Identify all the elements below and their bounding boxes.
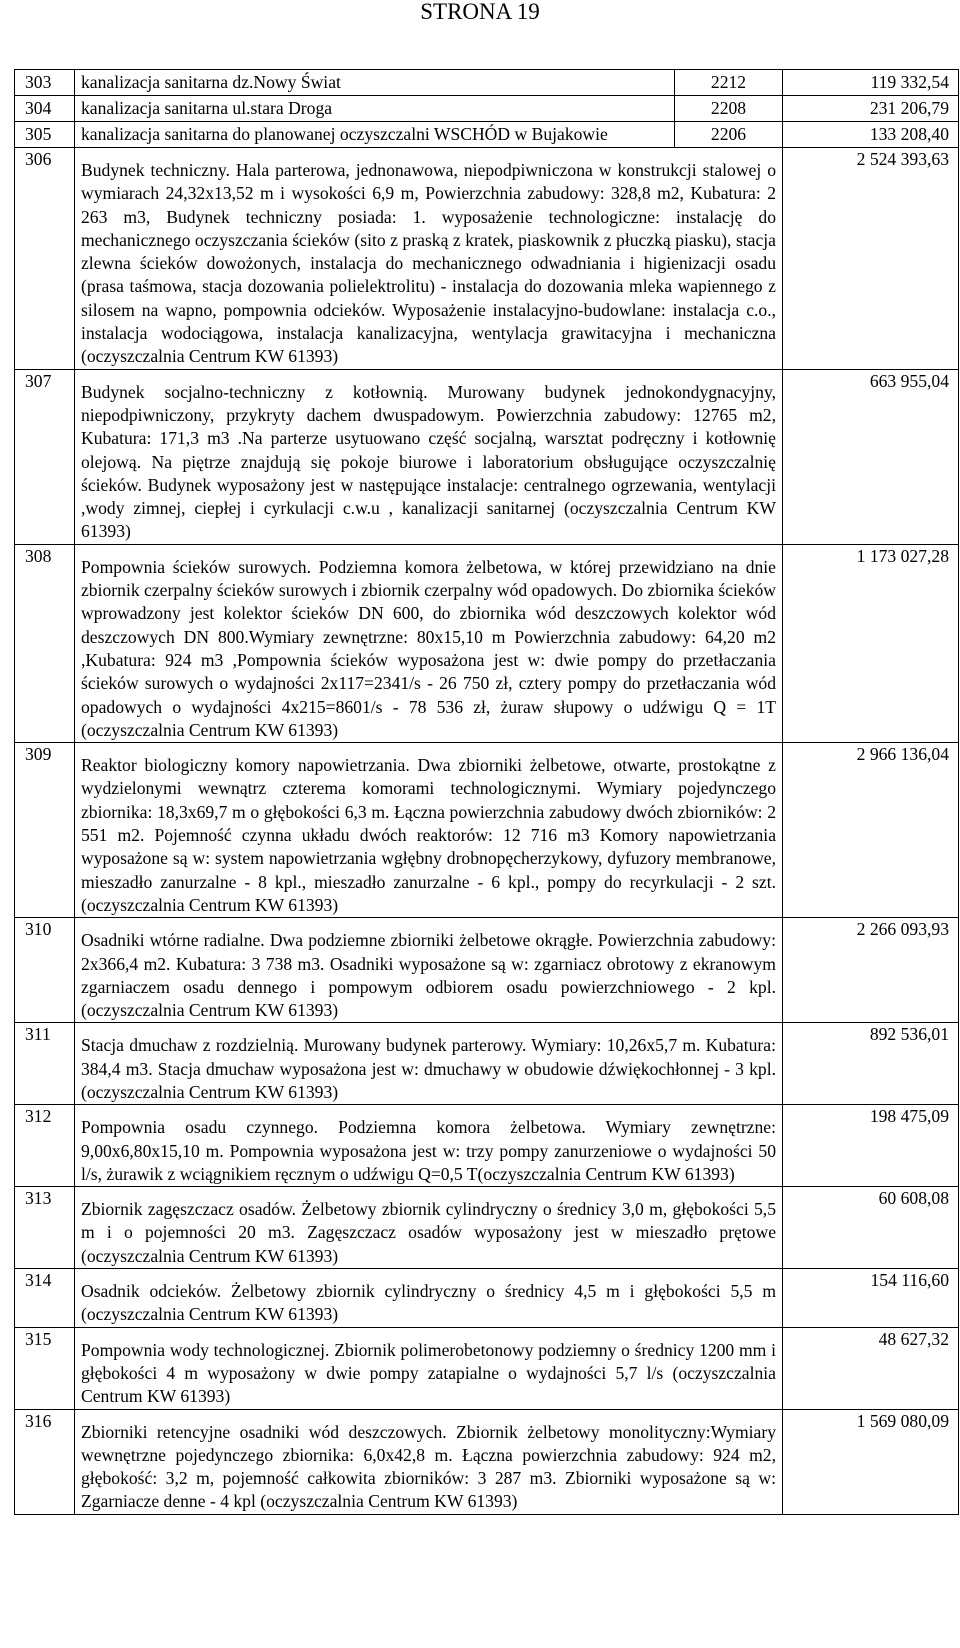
table-row [15, 1105, 959, 1187]
row-code: 2206 [675, 122, 783, 148]
row-value: 154 116,60 [783, 1269, 959, 1328]
row-description: Pompownia osadu czynnego. Podziemna komora żelbetowa. Wymiary zewnętrzne: 9,00x6,80x15,10 m. Pompownia wyposażona jest w: trzy pompy zanurzeniowe o wydajności 50 l/s, żurawik z wciągnikiem ręcznym o udźwigu Q=0,5 T(oczyszczalnia Centrum KW 61393) [81, 1117, 776, 1184]
row-code: 2212 [675, 70, 783, 96]
row-number: 314 [15, 1269, 75, 1328]
table-row [15, 70, 959, 96]
row-description: Budynek techniczny. Hala parterowa, jednonawowa, niepodpiwniczona w konstrukcji stalowej o wymiarach 24,32x13,52 m i wysokości 6,9 m, Powierzchnia zabudowy: 328,8 m2, Kubatura: 2 263 m3, Budynek techniczny posiada: 1. wyposażenie technologiczne: instalację do mechanicznego oczyszczania ścieków (sito z praską z kratek, piaskownik z płuczką piasku), stacja zlewna ścieków dowożonych, instalacja do mechanicznego odwadniania i higienizacji osadu (prasa taśmowa, stacja dozowania polielektrolitu) - instalacja do dozowania mleka wapiennego z silosem na wapno, pompownia odcieków. Wyposażenie instalacyjno-budowlane: instalacja c.o., instalacja wodociągowa, instalacja kanalizacyjna, wentylacja grawitacyjna i mechaniczna (oczyszczalnia Centrum KW 61393) [81, 160, 776, 367]
table-row [15, 1327, 959, 1409]
table-row [15, 1023, 959, 1105]
row-description: Pompownia wody technologicznej. Zbiornik polimerobetonowy podziemny o średnicy 1200 mm i głębokości 4 m wyposażony w dwie pompy zatapialne o wydajności 5,7 l/s (oczyszczalnia Centrum KW 61393) [81, 1339, 776, 1407]
table-row [15, 122, 959, 148]
row-number: 303 [15, 70, 75, 96]
row-number: 308 [15, 544, 75, 742]
row-number: 316 [15, 1409, 75, 1514]
row-number: 313 [15, 1187, 75, 1269]
row-number: 315 [15, 1327, 75, 1409]
row-description: Stacja dmuchaw z rozdzielnią. Murowany budynek parterowy. Wymiary: 10,26x5,7 m. Kubatura: 384,4 m3. Stacja dmuchaw wyposażona jest w: dmuchawy w obudowie dźwiękochłonnej - 3 kpl.(oczyszczalnia Centrum KW 61393) [81, 1035, 776, 1102]
table-row [15, 369, 959, 544]
row-number: 312 [15, 1105, 75, 1187]
row-number: 304 [15, 96, 75, 122]
row-number: 305 [15, 122, 75, 148]
table-row [15, 544, 959, 742]
row-value: 2 524 393,63 [783, 148, 959, 370]
row-value: 198 475,09 [783, 1105, 959, 1187]
row-value: 1 569 080,09 [783, 1409, 959, 1514]
row-description: Reaktor biologiczny komory napowietrzania. Dwa zbiorniki żelbetowe, otwarte, prostokątne z wydzielonymi wewnątrz czterema komorami technologicznymi. Wymiary pojedynczego zbiornika: 18,3x69,7 m o głębokości 6,3 m. Łączna powierzchnia zabudowy dwóch zbiorników: 2 551 m2. Pojemność czynna układu dwóch reaktorów: 12 716 m3 Komory napowietrzania wyposażone są w: system napowietrzania wgłębny drobnopęcherzykowy, dyfuzory membranowe, mieszadło zanurzalne - 8 kpl., mieszadło zanurzalne - 6 kpl., pompy do recyrkulacji - 2 szt. (oczyszczalnia Centrum KW 61393) [81, 755, 776, 915]
row-description: Zbiorniki retencyjne osadniki wód deszczowych. Zbiornik żelbetowy monolityczny:Wymiary wewnętrzne pojedynczego zbiornika: 6,0x42,8 m. Łączna powierzchnia zabudowy: 924 m2, głębokość: 3,2 m, pojemność całkowita zbiorników: 3 287 m3. Zbiorniki wyposażone są w: Zgarniacze denne - 4 kpl (oczyszczalnia Centrum KW 61393) [81, 1421, 776, 1512]
row-value: 892 536,01 [783, 1023, 959, 1105]
row-value: 60 608,08 [783, 1187, 959, 1269]
row-number: 306 [15, 148, 75, 370]
row-description: Budynek socjalno-techniczny z kotłownią. Murowany budynek jednokondygnacyjny, niepodpiwniczony, przykryty dachem dwuspadowym. Powierzchnia zabudowy: 12765 m2, Kubatura: 171,3 m3 .Na parterze usytuowano część socjalną, warsztat podręczny i kotłownię olejową. Na piętrze znajdują się pokoje biurowe i laboratorium obsługujące oczyszczalnię ścieków. Budynek wyposażony jest w następujące instalacje: centralnego ogrzewania, wentylacji ,wody zimnej, ciepłej i cyrkulacji c.w.u , kanalizacji sanitarnej (oczyszczalnia Centrum KW 61393) [81, 381, 776, 542]
table-row [15, 1187, 959, 1269]
row-value: 663 955,04 [783, 369, 959, 544]
row-value: 48 627,32 [783, 1327, 959, 1409]
row-value: 2 966 136,04 [783, 743, 959, 918]
row-value: 133 208,40 [783, 122, 959, 148]
row-name: kanalizacja sanitarna do planowanej oczyszczalni WSCHÓD w Bujakowie [75, 122, 675, 148]
row-name: kanalizacja sanitarna ul.stara Droga [75, 96, 675, 122]
row-name: kanalizacja sanitarna dz.Nowy Świat [75, 70, 675, 96]
row-value: 119 332,54 [783, 70, 959, 96]
table-row [15, 96, 959, 122]
table-row [15, 743, 959, 918]
row-number: 311 [15, 1023, 75, 1105]
table-row [15, 918, 959, 1023]
row-value: 231 206,79 [783, 96, 959, 122]
row-code: 2208 [675, 96, 783, 122]
row-description: Osadniki wtórne radialne. Dwa podziemne zbiorniki żelbetowe okrągłe. Powierzchnia zabudowy: 2x366,4 m2. Kubatura: 3 738 m3. Osadniki wyposażone są w: zgarniacz obrotowy z ekranowym zgarniaczem osadu dennego i pompowym odbiorem osadu powierzchniowego - 2 kpl. (oczyszczalnia Centrum KW 61393) [81, 930, 776, 1021]
row-number: 310 [15, 918, 75, 1023]
row-value: 1 173 027,28 [783, 544, 959, 742]
row-number: 309 [15, 743, 75, 918]
row-description: Osadnik odcieków. Żelbetowy zbiornik cylindryczny o średnicy 4,5 m i głębokości 5,5 m (oczyszczalnia Centrum KW 61393) [81, 1281, 776, 1325]
row-description: Pompownia ścieków surowych. Podziemna komora żelbetowa, w której przewidziano na dnie zbiornik czerpalny ścieków surowych i zbiornik czerpalny wód opadowych. Do zbiornika ścieków wprowadzony jest kolektor ścieków DN 600, do zbiornika wód deszczowych kolektor wód deszczowych DN 800.Wymiary zewnętrzne: 80x15,10 m Powierzchnia zabudowy: 64,20 m2 ,Kubatura: 924 m3 ,Pompownia ścieków wyposażona jest w: dwie pompy do przetłaczania ścieków surowych o wydajności 2x117=2341/s - 26 750 zł, cztery pompy do przetłaczania wód opadowych o wydajności 4x215=8601/s - 78 536 zł, żuraw słupowy o udźwigu Q = 1T (oczyszczalnia Centrum KW 61393) [81, 556, 776, 740]
asset-table [14, 69, 959, 1515]
table-row [15, 148, 959, 370]
row-description: Zbiornik zagęszczacz osadów. Żelbetowy zbiornik cylindryczny o średnicy 3,0 m, głębokości 5,5 m i o pojemności 20 m3. Zagęszczacz osadów wyposażony jest w mieszadło prętowe (oczyszczalnia Centrum KW 61393) [81, 1199, 776, 1266]
table-row [15, 1269, 959, 1328]
row-number: 307 [15, 369, 75, 544]
page-title: STRONA 19 [420, 0, 540, 24]
table-row [15, 1409, 959, 1514]
row-value: 2 266 093,93 [783, 918, 959, 1023]
